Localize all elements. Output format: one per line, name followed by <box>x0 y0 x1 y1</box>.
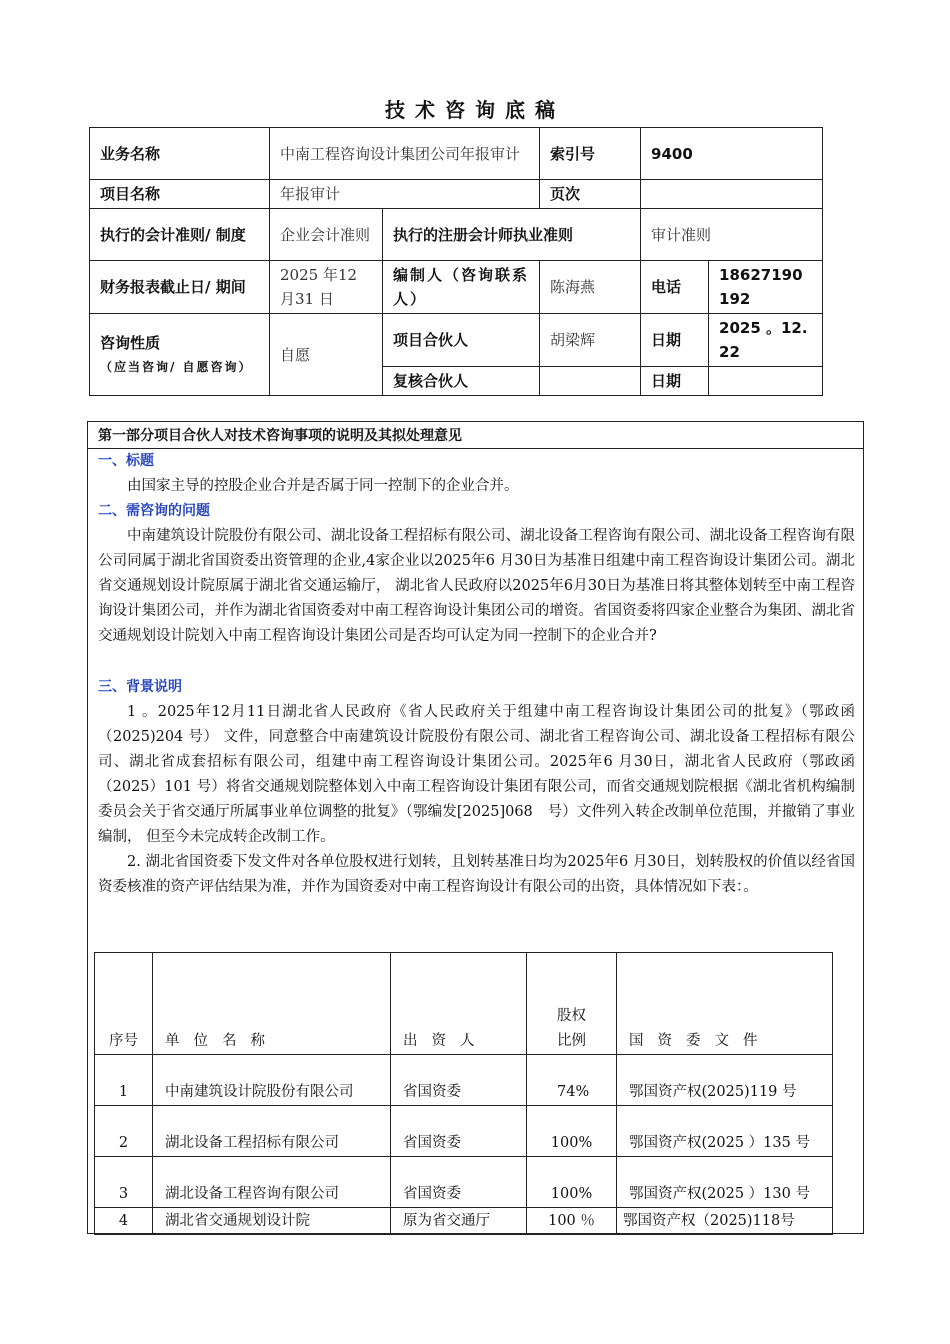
phone-label: 电话 <box>641 261 709 314</box>
row-no: 1 <box>95 1055 153 1106</box>
table-row <box>95 1055 833 1106</box>
partner-value: 胡梁辉 <box>540 314 641 367</box>
review-partner-label: 复核合伙人 <box>383 367 540 396</box>
part1-content <box>88 449 863 900</box>
col-header-ratio: 股权比例 <box>527 953 617 1055</box>
page-value <box>641 180 823 209</box>
cpa-std-value: 审计准则 <box>641 209 823 261</box>
index-value: 9400 <box>641 128 823 180</box>
row-doc: 鄂国资产权(2025 ）130 号 <box>617 1157 833 1208</box>
col-header-no: 序号 <box>95 953 153 1055</box>
col-header-investor: 出资人 <box>391 953 527 1055</box>
nature-sub: （应当咨询/ 自愿咨询） <box>100 359 253 374</box>
row-ratio: 74% <box>527 1055 617 1106</box>
table-row <box>95 1157 833 1208</box>
section1-text: 由国家主导的控股企业合并是否属于同一控制下的企业合并。 <box>127 478 519 494</box>
accounting-std-value: 企业会计准则 <box>270 209 383 261</box>
row-ratio: 100% <box>527 1106 617 1157</box>
page-label: 页次 <box>540 180 641 209</box>
col-header-doc: 国资委文件 <box>617 953 833 1055</box>
report-date-value: 2025 年12月31 日 <box>270 261 383 314</box>
row-no: 4 <box>95 1208 153 1235</box>
section1-title: 一、标题 <box>98 453 154 469</box>
row-ratio: 100% <box>527 1157 617 1208</box>
part1-heading: 第一部分项目合伙人对技术咨询事项的说明及其拟处理意见 <box>88 422 863 449</box>
row-doc: 鄂国资产权(2025)119 号 <box>617 1055 833 1106</box>
report-date-label: 财务报表截止日/ 期间 <box>90 261 270 314</box>
project-name-label: 项目名称 <box>90 180 270 209</box>
business-name-value: 中南工程咨询设计集团公司年报审计 <box>270 128 540 180</box>
row-investor: 省国资委 <box>391 1055 527 1106</box>
preparer-label: 编制人（咨询联系人） <box>383 261 540 314</box>
partner-label: 项目合伙人 <box>383 314 540 367</box>
part1-section <box>87 421 864 1234</box>
row-unit: 湖北设备工程咨询有限公司 <box>153 1157 391 1208</box>
row-no: 2 <box>95 1106 153 1157</box>
equity-table <box>94 952 833 1235</box>
col-header-unit: 单位名称 <box>153 953 391 1055</box>
row-investor: 省国资委 <box>391 1157 527 1208</box>
section2-text: 中南建筑设计院股份有限公司、湖北设备工程招标有限公司、湖北设备工程咨询有限公司、湖北设备工程咨询有限公司同属于湖北省国资委出资管理的企业,4家企业以2025年6 月30日为基准日组建中南工程咨询设计集团公司。湖北省交通规划设计院原属于湖北省交通运输厅， 湖北省人民政府以2025年6月30日为基准日将其整体划转至中南工程咨询设计集团公司，并作为湖北省国资委对中南工程咨询设计集团公司的增资。省国资委将四家企业整合为集团、湖北省交通规划设计院划入中南工程咨询设计集团公司是否均可认定为同一控制下的企业合并? <box>98 528 855 644</box>
header-table <box>89 127 823 396</box>
preparer-value: 陈海燕 <box>540 261 641 314</box>
row-doc: 鄂国资产权(2025 ）135 号 <box>617 1106 833 1157</box>
review-partner-value <box>540 367 641 396</box>
document-title: 技术咨询底稿 <box>385 98 565 122</box>
accounting-std-label: 执行的会计准则/ 制度 <box>90 209 270 261</box>
nature-label: 咨询性质 <box>100 333 161 352</box>
nature-value: 自愿 <box>270 314 383 396</box>
row-doc: 鄂国资产权（2025)118号 <box>617 1208 833 1235</box>
nature-cell <box>90 314 270 396</box>
row-unit: 中南建筑设计院股份有限公司 <box>153 1055 391 1106</box>
row-no: 3 <box>95 1157 153 1208</box>
business-name-label: 业务名称 <box>90 128 270 180</box>
section2-title: 二、需咨询的问题 <box>98 503 210 519</box>
row-unit: 湖北省交通规划设计院 <box>153 1208 391 1235</box>
date2-label: 日期 <box>641 367 709 396</box>
project-name-value: 年报审计 <box>270 180 540 209</box>
section3-title: 三、背景说明 <box>98 679 182 695</box>
phone-value: 18627190192 <box>709 261 823 314</box>
section3-para2: 2. 湖北省国资委下发文件对各单位股权进行划转，且划转基准日均为2025年6 月30日，划转股权的价值以经省国资委核准的资产评估结果为准，并作为国资委对中南工程咨询设计有限公司的出资，具体情况如下表：。 <box>98 854 855 895</box>
index-label: 索引号 <box>540 128 641 180</box>
date2-value <box>709 367 823 396</box>
section3-para1: 1 。2025年12月11日湖北省人民政府《省人民政府关于组建中南工程咨询设计集团公司的批复》（鄂政函（2025)204 号） 文件，同意整合中南建筑设计院股份有限公司、湖北省工程咨询公司、湖北设备工程招标有限公司、湖北省成套招标有限公司，组建中南工程咨询设计集团公司。2025年6 月30日，湖北省人民政府（鄂政函（2025）101 号）将省交通规划院整体划入中南工程咨询设计集团有限公司，而省交通规划院根据《湖北省机构编制委员会关于省交通厅所属事业单位调整的批复》（鄂编发[2025]068 号）文件列入转企改制单位范围，并撤销了事业编制， 但至今未完成转企改制工作。 <box>98 704 855 845</box>
row-investor: 省国资委 <box>391 1106 527 1157</box>
date-label: 日期 <box>641 314 709 367</box>
row-ratio: 100 ％ <box>527 1208 617 1235</box>
row-investor: 原为省交通厅 <box>391 1208 527 1235</box>
date-value: 2025 。12. 22 <box>709 314 823 367</box>
cpa-std-label: 执行的注册会计师执业准则 <box>383 209 641 261</box>
row-unit: 湖北设备工程招标有限公司 <box>153 1106 391 1157</box>
table-row <box>95 1106 833 1157</box>
table-row <box>95 1208 833 1235</box>
